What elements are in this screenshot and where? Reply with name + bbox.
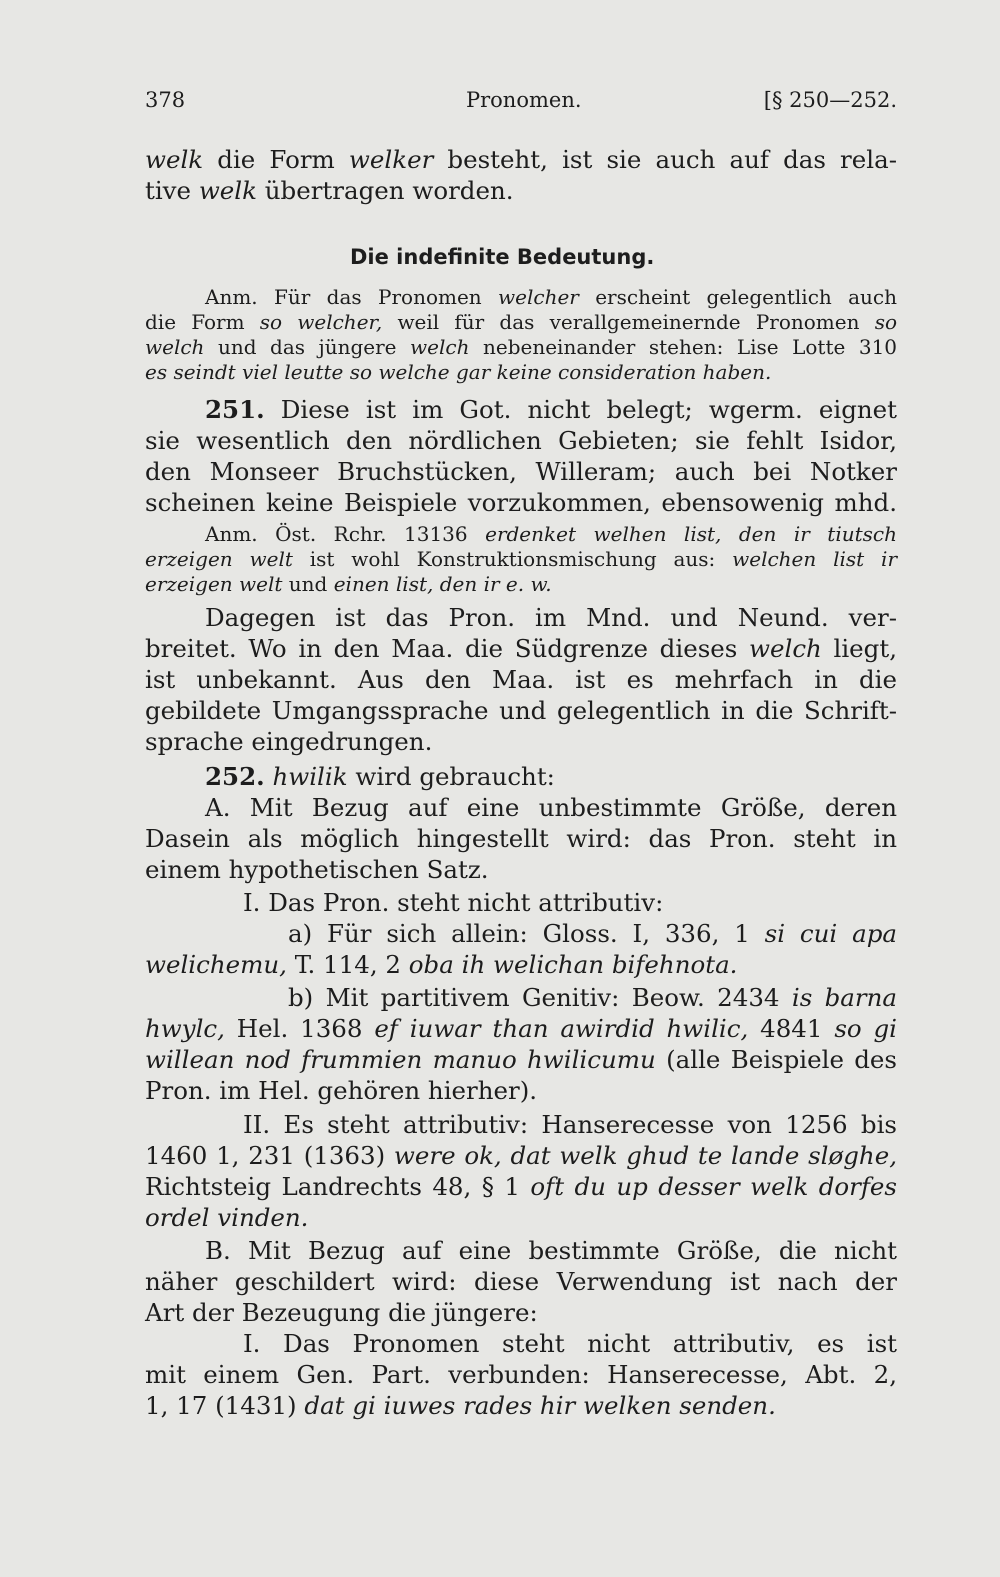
text-run: und das jüngere bbox=[204, 335, 411, 359]
italic-word: welch bbox=[145, 335, 205, 359]
text-line bbox=[145, 665, 897, 694]
text-line bbox=[145, 1141, 897, 1170]
text-line bbox=[243, 1110, 897, 1139]
text-line bbox=[205, 1236, 897, 1265]
italic-quote: einen list, den ir e. w. bbox=[333, 572, 552, 596]
text-run: übertragen worden. bbox=[256, 176, 514, 205]
text-run: mit einem Gen. Part. verbunden: Hanserecesse, Abt. 2, bbox=[145, 1360, 897, 1389]
text-run: a) Für sich allein: Gloss. I, 336, 1 bbox=[288, 919, 765, 948]
italic-word: so welcher, bbox=[259, 310, 383, 334]
text-line bbox=[145, 855, 897, 884]
text-run: besteht, ist sie auch auf das rela- bbox=[433, 145, 897, 174]
note-line bbox=[205, 522, 897, 546]
header-title: Pronomen. bbox=[466, 88, 582, 112]
text-line bbox=[145, 1172, 897, 1201]
page-number: 378 bbox=[145, 88, 186, 112]
italic-quote: willean nod frummien manuo hwilicumu bbox=[145, 1045, 656, 1074]
italic-quote: ef iuwar than awirdid hwilic, bbox=[374, 1014, 749, 1043]
italic-quote: dat gi iuwes rades hir welken senden. bbox=[304, 1391, 776, 1420]
italic-word: welk bbox=[145, 145, 204, 174]
text-run: wird gebraucht: bbox=[347, 762, 555, 791]
text-line bbox=[145, 824, 897, 853]
text-line bbox=[288, 919, 897, 948]
text-run: Anm. Öst. Rchr. 13136 bbox=[205, 522, 486, 546]
italic-quote: so gi bbox=[834, 1014, 897, 1043]
text-run: näher geschildert wird: diese Verwendung ist nach der bbox=[145, 1267, 897, 1296]
text-line bbox=[243, 1329, 897, 1358]
text-line bbox=[145, 457, 897, 486]
text-run: weil für das verallgemeinernde Pronomen bbox=[382, 310, 875, 334]
text-line bbox=[145, 1267, 897, 1296]
text-run: b) Mit partitivem Genitiv: Beow. 2434 bbox=[288, 983, 792, 1012]
italic-quote: hwylc, bbox=[145, 1014, 225, 1043]
text-line bbox=[145, 950, 897, 979]
text-run: scheinen keine Beispiele vorzukommen, ebensowenig mhd. bbox=[145, 488, 897, 517]
text-run: (alle Beispiele des bbox=[655, 1045, 897, 1074]
text-line bbox=[145, 176, 897, 205]
italic-quote: oft du up desser welk dorfes bbox=[530, 1172, 897, 1201]
note-line bbox=[145, 310, 897, 334]
text-run: 4841 bbox=[748, 1014, 835, 1043]
text-run: Hel. 1368 bbox=[224, 1014, 375, 1043]
italic-word: so bbox=[874, 310, 897, 334]
text-run: I. Das Pron. steht nicht attributiv: bbox=[243, 888, 664, 917]
text-line bbox=[145, 1298, 897, 1327]
italic-quote: welichemu, bbox=[145, 950, 287, 979]
section-reference: [§ 250—252. bbox=[763, 88, 897, 112]
text-run: erscheint gelegentlich auch bbox=[578, 285, 898, 309]
section-heading: Die indefinite Bedeutung. bbox=[350, 245, 655, 269]
italic-quote: welchen list ir bbox=[732, 547, 897, 571]
text-line bbox=[243, 888, 897, 917]
text-run: sprache eingedrungen. bbox=[145, 727, 433, 756]
text-line bbox=[145, 1076, 897, 1105]
text-run: Anm. Für das Pronomen bbox=[205, 285, 499, 309]
italic-word: welch bbox=[749, 634, 822, 663]
text-line bbox=[145, 696, 897, 725]
text-run: Diese ist im Got. nicht belegt; wgerm. eignet bbox=[264, 395, 897, 424]
text-run: T. 114, 2 bbox=[286, 950, 409, 979]
text-run: I. Das Pronomen steht nicht attributiv, es ist bbox=[243, 1329, 897, 1358]
italic-quote: were ok, dat welk ghud te lande sløghe, bbox=[393, 1141, 897, 1170]
text-run: sie wesentlich den nördlichen Gebieten; sie fehlt Isidor, bbox=[145, 426, 897, 455]
text-run: liegt, bbox=[821, 634, 898, 663]
italic-quote: erdenket welhen list, den ir tiutsch bbox=[485, 522, 897, 546]
note-line bbox=[145, 335, 897, 359]
text-run: einem hypothetischen Satz. bbox=[145, 855, 489, 884]
text-run: und bbox=[282, 572, 334, 596]
text-line bbox=[145, 488, 897, 517]
note-line bbox=[145, 360, 897, 384]
text-line bbox=[145, 727, 897, 756]
text-line bbox=[145, 1203, 897, 1232]
italic-quote: es seindt viel leutte so welche gar keine consideration haben. bbox=[145, 360, 772, 384]
italic-word: welker bbox=[348, 145, 434, 174]
italic-word: welch bbox=[410, 335, 470, 359]
text-run: den Monseer Bruchstücken, Willeram; auch bei Notker bbox=[145, 457, 897, 486]
text-line bbox=[145, 634, 897, 663]
italic-quote: is barna bbox=[791, 983, 897, 1012]
text-run: nebeneinander stehen: Lise Lotte 310 bbox=[469, 335, 898, 359]
text-run: II. Es steht attributiv: Hanserecesse von 1256 bis bbox=[243, 1110, 897, 1139]
text-line bbox=[145, 1045, 897, 1074]
text-line bbox=[145, 1014, 897, 1043]
text-run: Pron. im Hel. gehören hierher). bbox=[145, 1076, 538, 1105]
italic-quote: ordel vinden. bbox=[145, 1203, 309, 1232]
text-line bbox=[288, 983, 897, 1012]
italic-quote: erzeigen welt bbox=[145, 547, 293, 571]
text-run: Dagegen ist das Pron. im Mnd. und Neund. ver- bbox=[205, 603, 897, 632]
note-line bbox=[205, 285, 897, 309]
text-run: die Form bbox=[203, 145, 349, 174]
text-run: 1, 17 (1431) bbox=[145, 1391, 305, 1420]
text-line bbox=[205, 603, 897, 632]
text-run: ist unbekannt. Aus den Maa. ist es mehrfach in die bbox=[145, 665, 897, 694]
section-251-line bbox=[205, 395, 897, 424]
italic-word: welcher bbox=[498, 285, 579, 309]
text-run: die Form bbox=[145, 310, 260, 334]
note-line bbox=[145, 572, 897, 596]
italic-word: welk bbox=[198, 176, 257, 205]
text-line bbox=[145, 426, 897, 455]
italic-quote: erzeigen welt bbox=[145, 572, 283, 596]
italic-quote: si cui apa bbox=[764, 919, 898, 948]
text-run: 1460 1, 231 (1363) bbox=[145, 1141, 394, 1170]
text-line bbox=[145, 145, 897, 174]
section-number: 251. bbox=[205, 395, 265, 424]
text-run: Dasein als möglich hingestellt wird: das Pron. steht in bbox=[145, 824, 897, 853]
text-run: gebildete Umgangssprache und gelegentlich in die Schrift- bbox=[145, 696, 897, 725]
text-run: A. Mit Bezug auf eine unbestimmte Größe, deren bbox=[205, 793, 897, 822]
section-252-line bbox=[205, 762, 897, 791]
note-line bbox=[145, 547, 897, 571]
text-run: tive bbox=[145, 176, 199, 205]
text-run: ist wohl Konstruktionsmischung aus: bbox=[292, 547, 733, 571]
text-run: Art der Bezeugung die jüngere: bbox=[145, 1298, 538, 1327]
text-line bbox=[145, 1391, 897, 1420]
text-line bbox=[205, 793, 897, 822]
section-number: 252. bbox=[205, 762, 265, 791]
italic-word: hwilik bbox=[272, 762, 348, 791]
text-run: breitet. Wo in den Maa. die Südgrenze dieses bbox=[145, 634, 750, 663]
text-run: B. Mit Bezug auf eine bestimmte Größe, die nicht bbox=[205, 1236, 897, 1265]
italic-quote: oba ih welichan bifehnota. bbox=[408, 950, 738, 979]
text-run: Richtsteig Landrechts 48, § 1 bbox=[145, 1172, 531, 1201]
text-line bbox=[145, 1360, 897, 1389]
